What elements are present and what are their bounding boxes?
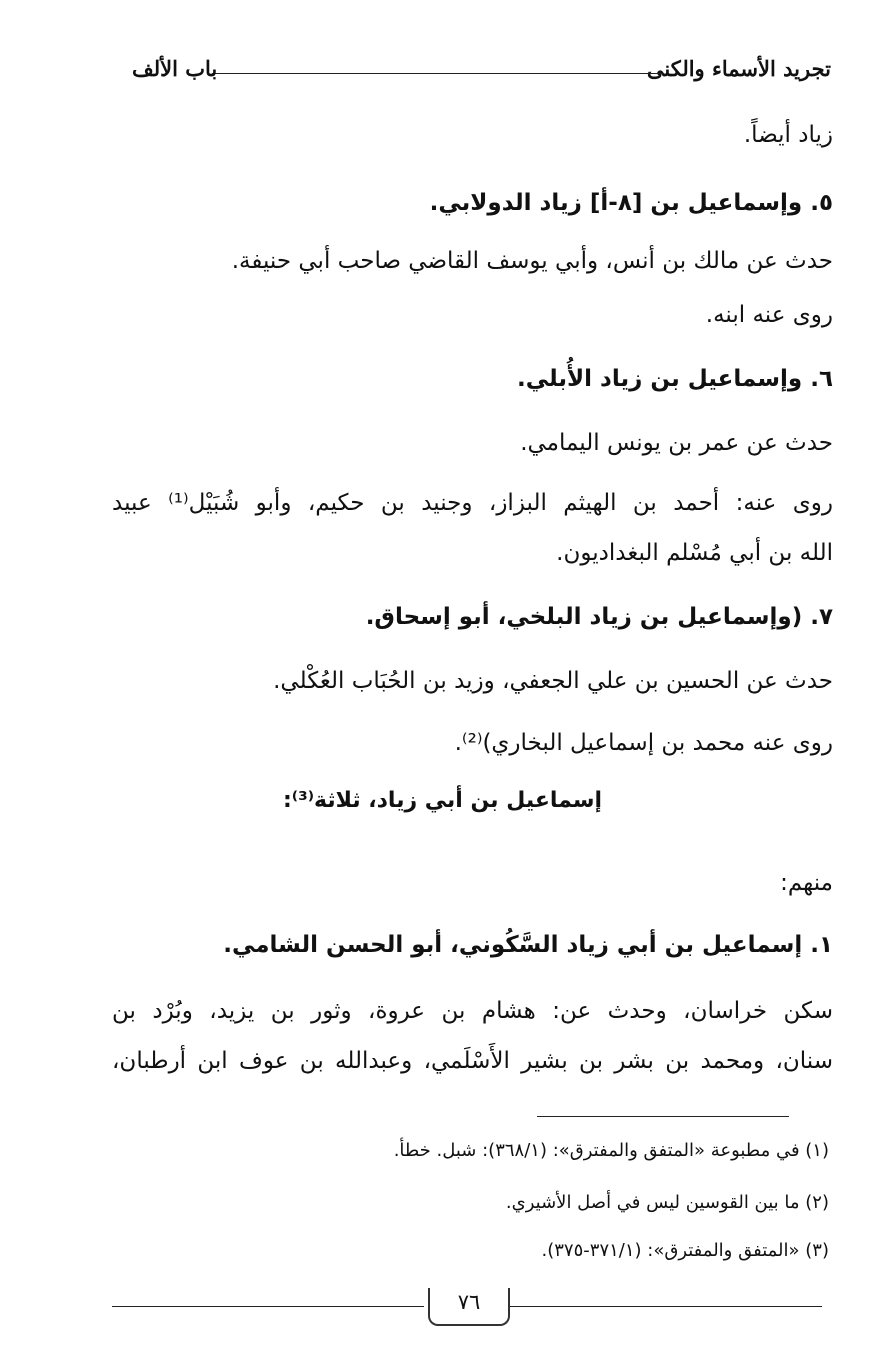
entry-heading: ٦. وإسماعيل بن زياد الأُبلي. — [517, 366, 833, 392]
entry-heading: ٧. (وإسماعيل بن زياد البلخي، أبو إسحاق. — [365, 604, 833, 630]
page-number: ٧٦ — [457, 1290, 481, 1314]
section-heading: إسماعيل بن أبي زياد، ثلاثة⁽³⁾: — [282, 788, 603, 813]
body-line: سنان، ومحمد بن بشر بن بشير الأَسْلَمي، وعبدالله بن عوف ابن أرطبان، — [112, 1048, 833, 1074]
header-rule — [212, 73, 664, 74]
running-header-chapter: باب الألف — [132, 56, 218, 81]
body-line: زياد أيضاً. — [743, 122, 833, 148]
body-line: منهم: — [780, 870, 833, 896]
entry-heading: ١. إسماعيل بن أبي زياد السَّكُوني، أبو الحسن الشامي. — [223, 932, 833, 958]
body-line: روى عنه محمد بن إسماعيل البخاري)⁽²⁾. — [454, 730, 833, 756]
footnote: (٣) «المتفق والمفترق»: (٣٧١/١-٣٧٥). — [541, 1240, 829, 1261]
running-header-book-title: تجريد الأسماء والكنى — [646, 56, 831, 81]
body-line: الله بن أبي مُسْلم البغداديون. — [556, 540, 833, 566]
body-line: روى عنه ابنه. — [705, 302, 833, 328]
entry-heading: ٥. وإسماعيل بن [٨-أ] زياد الدولابي. — [429, 190, 833, 216]
footnote-rule — [537, 1116, 789, 1117]
footer-rule-left — [112, 1306, 424, 1307]
body-line: حدث عن عمر بن يونس اليمامي. — [520, 430, 833, 456]
body-line: حدث عن الحسين بن علي الجعفي، وزيد بن الحُبَاب العُكْلي. — [273, 668, 833, 694]
footnote: (١) في مطبوعة «المتفق والمفترق»: (٣٦٨/١): شبل. خطأ. — [393, 1140, 829, 1161]
footer-rule-right — [510, 1306, 822, 1307]
footnote: (٢) ما بين القوسين ليس في أصل الأشيري. — [505, 1192, 829, 1213]
body-line: حدث عن مالك بن أنس، وأبي يوسف القاضي صاحب أبي حنيفة. — [231, 248, 833, 274]
body-line: روى عنه: أحمد بن الهيثم البزاز، وجنيد بن حكيم، وأبو شُبَيْل⁽¹⁾ عبيد — [112, 490, 834, 516]
body-line: سكن خراسان، وحدث عن: هشام بن عروة، وثور بن يزيد، وبُرْد بن — [112, 998, 833, 1024]
